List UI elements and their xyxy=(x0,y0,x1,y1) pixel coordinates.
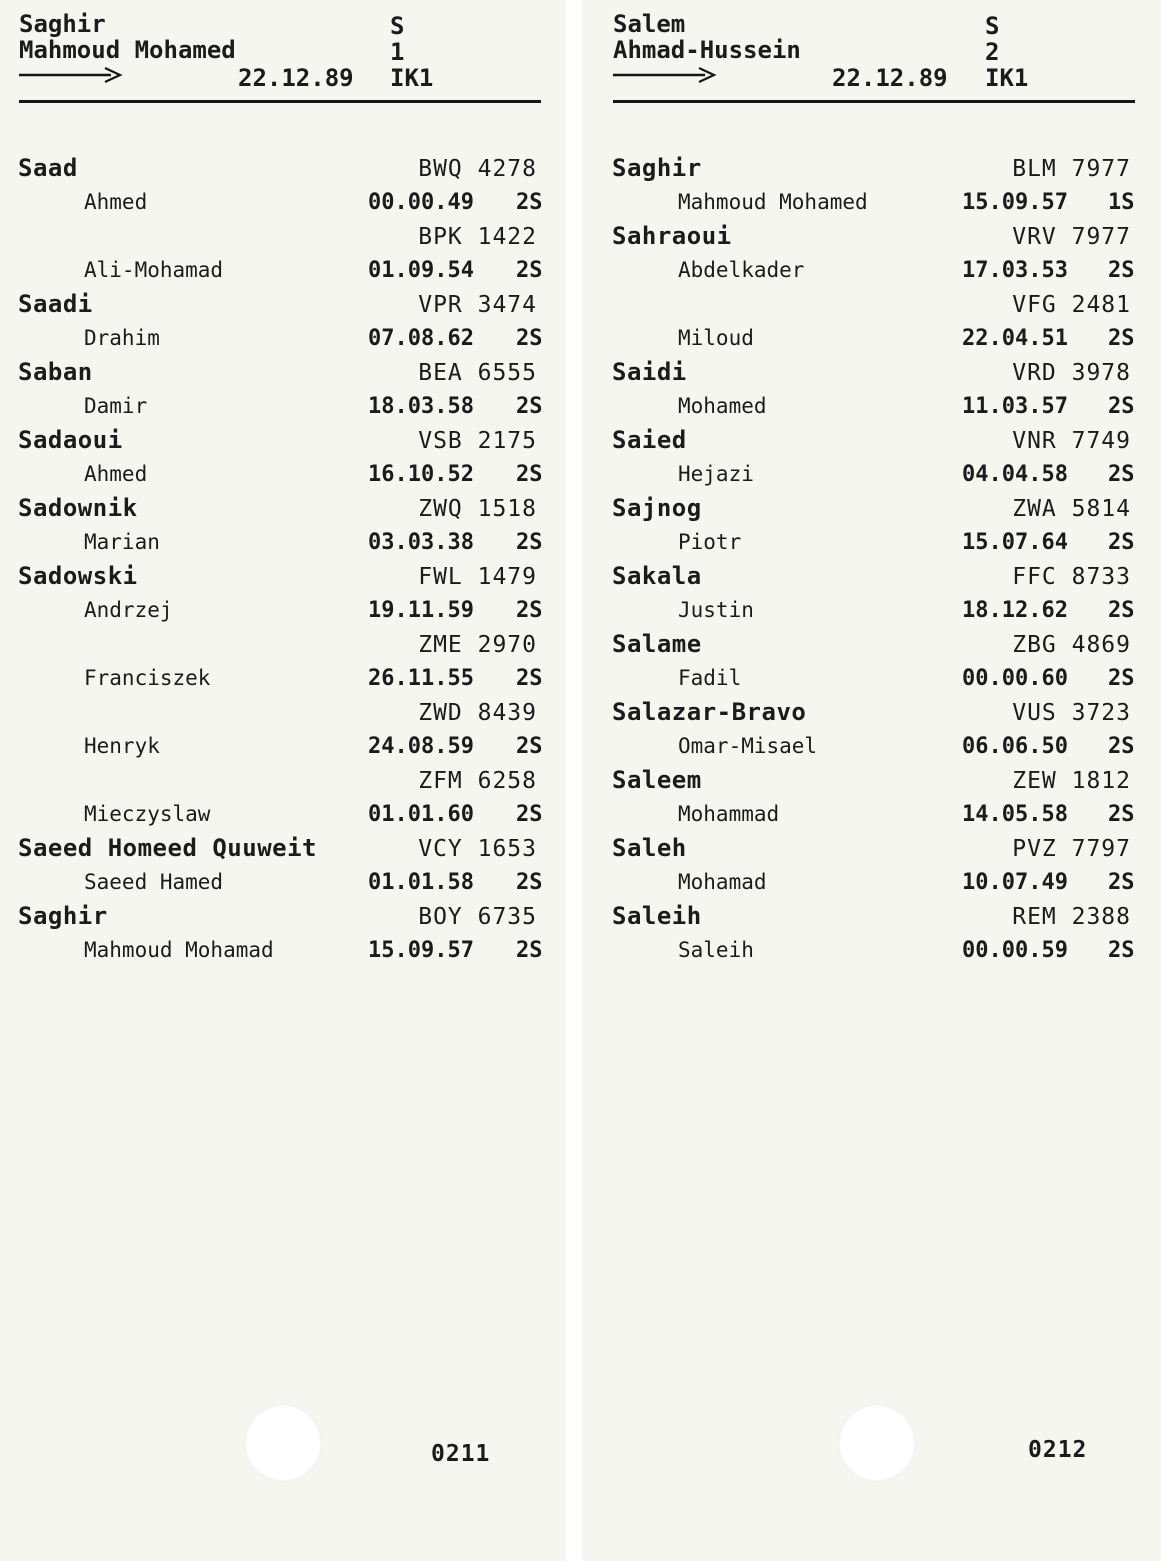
header-surname: Salem xyxy=(613,10,686,38)
category-code: 2S xyxy=(1108,394,1135,419)
category-code: 2S xyxy=(1108,326,1135,351)
entry-row xyxy=(582,322,1161,356)
card-gutter xyxy=(566,0,582,1561)
given-name: Omar-Misael xyxy=(678,734,818,758)
header-code: IK1 xyxy=(985,64,1029,92)
registration-code: BLM 7977 xyxy=(1012,156,1131,182)
header-letter: S xyxy=(985,12,1000,40)
given-name: Ali-Mohamad xyxy=(84,258,224,282)
entry-row xyxy=(0,322,566,356)
surname: Sadowski xyxy=(18,562,138,590)
entry-row xyxy=(0,900,566,934)
header-code: IK1 xyxy=(390,64,434,92)
entry-row xyxy=(0,186,566,220)
registration-code: ZME 2970 xyxy=(418,632,537,658)
entry-row xyxy=(0,628,566,662)
surname: Saghir xyxy=(612,154,702,182)
given-name: Damir xyxy=(84,394,148,418)
given-name: Marian xyxy=(84,530,160,554)
birth-date: 15.07.64 xyxy=(962,530,1068,555)
given-name: Mieczyslaw xyxy=(84,802,211,826)
given-name: Ahmed xyxy=(84,462,148,486)
given-name: Henryk xyxy=(84,734,160,758)
birth-date: 18.12.62 xyxy=(962,598,1068,623)
entry-row xyxy=(0,594,566,628)
category-code: 2S xyxy=(1108,666,1135,691)
category-code: 2S xyxy=(516,938,543,963)
category-code: 2S xyxy=(516,394,543,419)
entry-row xyxy=(0,832,566,866)
given-name: Mohammad xyxy=(678,802,780,826)
header-rule xyxy=(613,100,1135,103)
surname: Saadi xyxy=(18,290,93,318)
entry-row xyxy=(582,764,1161,798)
birth-date: 18.03.58 xyxy=(368,394,474,419)
birth-date: 19.11.59 xyxy=(368,598,474,623)
birth-date: 24.08.59 xyxy=(368,734,474,759)
header-given-name: Mahmoud Mohamed xyxy=(19,36,236,64)
given-name: Hejazi xyxy=(678,462,754,486)
punch-hole xyxy=(838,1404,916,1482)
entry-row xyxy=(582,696,1161,730)
birth-date: 04.04.58 xyxy=(962,462,1068,487)
entry-row xyxy=(0,390,566,424)
birth-date: 16.10.52 xyxy=(368,462,474,487)
entry-row xyxy=(0,288,566,322)
surname: Saied xyxy=(612,426,687,454)
arrow-right-icon xyxy=(613,64,717,86)
entry-row xyxy=(582,526,1161,560)
entry-row xyxy=(0,798,566,832)
entry-row xyxy=(582,900,1161,934)
given-name: Ahmed xyxy=(84,190,148,214)
entry-row xyxy=(0,560,566,594)
entry-row xyxy=(0,934,566,968)
category-code: 1S xyxy=(1108,190,1135,215)
entry-row xyxy=(582,424,1161,458)
entry-row xyxy=(582,390,1161,424)
registration-code: VRD 3978 xyxy=(1012,360,1131,386)
birth-date: 03.03.38 xyxy=(368,530,474,555)
registration-code: ZWA 5814 xyxy=(1012,496,1131,522)
entry-row xyxy=(582,798,1161,832)
header-surname: Saghir xyxy=(19,10,106,38)
birth-date: 11.03.57 xyxy=(962,394,1068,419)
given-name: Fadil xyxy=(678,666,742,690)
entry-row xyxy=(582,492,1161,526)
punch-hole xyxy=(244,1404,322,1482)
registration-code: VRV 7977 xyxy=(1012,224,1131,250)
entry-list xyxy=(582,152,1161,968)
entry-row xyxy=(582,934,1161,968)
given-name: Saleih xyxy=(678,938,754,962)
registration-code: FFC 8733 xyxy=(1012,564,1131,590)
category-code: 2S xyxy=(1108,598,1135,623)
given-name: Abdelkader xyxy=(678,258,805,282)
registration-code: BOY 6735 xyxy=(418,904,537,930)
given-name: Miloud xyxy=(678,326,754,350)
header-sheet-number: 2 xyxy=(985,38,1000,66)
surname: Sadownik xyxy=(18,494,138,522)
given-name: Piotr xyxy=(678,530,742,554)
entry-row xyxy=(582,628,1161,662)
entry-row xyxy=(582,254,1161,288)
category-code: 2S xyxy=(1108,802,1135,827)
entry-row xyxy=(582,866,1161,900)
entry-row xyxy=(0,730,566,764)
header-sheet-number: 1 xyxy=(390,38,405,66)
given-name: Justin xyxy=(678,598,754,622)
category-code: 2S xyxy=(1108,530,1135,555)
category-code: 2S xyxy=(1108,462,1135,487)
category-code: 2S xyxy=(516,190,543,215)
surname: Saghir xyxy=(18,902,108,930)
registration-code: ZFM 6258 xyxy=(418,768,537,794)
birth-date: 01.09.54 xyxy=(368,258,474,283)
entry-row xyxy=(0,254,566,288)
header-given-name: Ahmad-Hussein xyxy=(613,36,801,64)
given-name: Mahmoud Mohamad xyxy=(84,938,274,962)
category-code: 2S xyxy=(516,530,543,555)
entry-row xyxy=(582,152,1161,186)
entry-row xyxy=(582,220,1161,254)
birth-date: 22.04.51 xyxy=(962,326,1068,351)
registration-code: VCY 1653 xyxy=(418,836,537,862)
registration-code: BEA 6555 xyxy=(418,360,537,386)
registration-code: ZWQ 1518 xyxy=(418,496,537,522)
surname: Sajnog xyxy=(612,494,702,522)
birth-date: 01.01.58 xyxy=(368,870,474,895)
given-name: Andrzej xyxy=(84,598,173,622)
registration-code: ZEW 1812 xyxy=(1012,768,1131,794)
registration-code: VSB 2175 xyxy=(418,428,537,454)
registration-code: VNR 7749 xyxy=(1012,428,1131,454)
category-code: 2S xyxy=(1108,938,1135,963)
given-name: Mohamad xyxy=(678,870,767,894)
birth-date: 07.08.62 xyxy=(368,326,474,351)
given-name: Mahmoud Mohamed xyxy=(678,190,868,214)
card-number: 0212 xyxy=(1028,1437,1088,1463)
category-code: 2S xyxy=(516,870,543,895)
entry-list xyxy=(0,152,566,968)
index-card-left xyxy=(0,0,566,1561)
category-code: 2S xyxy=(516,666,543,691)
category-code: 2S xyxy=(1108,258,1135,283)
header-rule xyxy=(19,100,541,103)
entry-row xyxy=(582,560,1161,594)
category-code: 2S xyxy=(516,258,543,283)
entry-row xyxy=(0,526,566,560)
category-code: 2S xyxy=(516,734,543,759)
registration-code: VFG 2481 xyxy=(1012,292,1131,318)
birth-date: 01.01.60 xyxy=(368,802,474,827)
entry-row xyxy=(0,696,566,730)
surname: Sadaoui xyxy=(18,426,123,454)
birth-date: 06.06.50 xyxy=(962,734,1068,759)
given-name: Franciszek xyxy=(84,666,211,690)
entry-row xyxy=(0,424,566,458)
surname: Salazar-Bravo xyxy=(612,698,807,726)
birth-date: 15.09.57 xyxy=(368,938,474,963)
surname: Saeed Homeed Quuweit xyxy=(18,834,317,862)
birth-date: 00.00.60 xyxy=(962,666,1068,691)
entry-row xyxy=(582,356,1161,390)
entry-row xyxy=(582,186,1161,220)
birth-date: 10.07.49 xyxy=(962,870,1068,895)
surname: Sakala xyxy=(612,562,702,590)
registration-code: PVZ 7797 xyxy=(1012,836,1131,862)
registration-code: FWL 1479 xyxy=(418,564,537,590)
registration-code: REM 2388 xyxy=(1012,904,1131,930)
index-card-right xyxy=(582,0,1161,1561)
birth-date: 26.11.55 xyxy=(368,666,474,691)
category-code: 2S xyxy=(1108,870,1135,895)
surname: Saleem xyxy=(612,766,702,794)
entry-row xyxy=(582,730,1161,764)
surname: Saleh xyxy=(612,834,687,862)
birth-date: 14.05.58 xyxy=(962,802,1068,827)
registration-code: BPK 1422 xyxy=(418,224,537,250)
given-name: Drahim xyxy=(84,326,160,350)
category-code: 2S xyxy=(516,598,543,623)
entry-row xyxy=(0,356,566,390)
entry-row xyxy=(0,458,566,492)
surname: Salame xyxy=(612,630,702,658)
surname: Saban xyxy=(18,358,93,386)
surname: Saidi xyxy=(612,358,687,386)
category-code: 2S xyxy=(1108,734,1135,759)
entry-row xyxy=(582,832,1161,866)
given-name: Mohamed xyxy=(678,394,767,418)
birth-date: 15.09.57 xyxy=(962,190,1068,215)
birth-date: 00.00.59 xyxy=(962,938,1068,963)
registration-code: BWQ 4278 xyxy=(418,156,537,182)
arrow-right-icon xyxy=(19,64,123,86)
entry-row xyxy=(0,662,566,696)
surname: Saad xyxy=(18,154,78,182)
header-date: 22.12.89 xyxy=(238,64,354,92)
category-code: 2S xyxy=(516,802,543,827)
entry-row xyxy=(0,492,566,526)
birth-date: 00.00.49 xyxy=(368,190,474,215)
entry-row xyxy=(0,220,566,254)
given-name: Saeed Hamed xyxy=(84,870,224,894)
entry-row xyxy=(582,288,1161,322)
category-code: 2S xyxy=(516,462,543,487)
surname: Saleih xyxy=(612,902,702,930)
entry-row xyxy=(582,458,1161,492)
registration-code: ZBG 4869 xyxy=(1012,632,1131,658)
header-date: 22.12.89 xyxy=(832,64,948,92)
entry-row xyxy=(582,662,1161,696)
surname: Sahraoui xyxy=(612,222,732,250)
entry-row xyxy=(0,152,566,186)
card-number: 0211 xyxy=(431,1441,491,1467)
birth-date: 17.03.53 xyxy=(962,258,1068,283)
registration-code: ZWD 8439 xyxy=(418,700,537,726)
entry-row xyxy=(582,594,1161,628)
entry-row xyxy=(0,764,566,798)
registration-code: VUS 3723 xyxy=(1012,700,1131,726)
header-letter: S xyxy=(390,12,405,40)
entry-row xyxy=(0,866,566,900)
registration-code: VPR 3474 xyxy=(418,292,537,318)
category-code: 2S xyxy=(516,326,543,351)
